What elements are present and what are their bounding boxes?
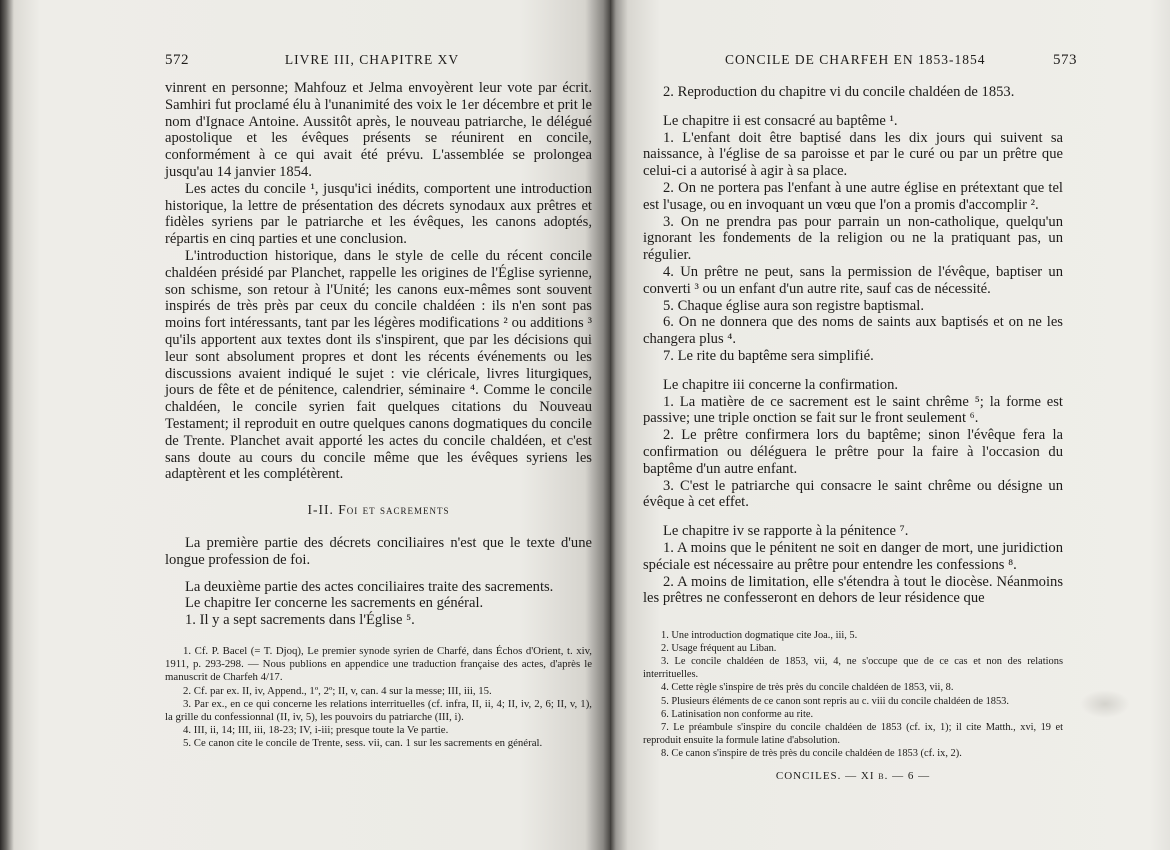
page-smudge [1080,690,1130,718]
footnote: 7. Le préambule s'inspire du concile chaldéen de 1853 (cf. ix, 1); il cite Matth., xvi, 19 et reproduit ensuite la formule latine d'absolution. [643,721,1063,746]
body-paragraph: La première partie des décrets conciliaires n'est que le texte d'une longue profession de foi. [165,534,592,568]
body-paragraph: 6. On ne donnera que des noms de saints aux baptisés et on ne les changera plus ⁴. [643,314,1063,348]
body-paragraph: La deuxième partie des actes conciliaires traite des sacrements. [185,578,554,595]
body-paragraph: 2. On ne portera pas l'enfant à une autre église en prétextant que tel est l'usage, ou en invoquant un vœu que l'on a promis d'accomplir ². [643,179,1063,213]
body-paragraph: Le chapitre iii concerne la confirmation. [663,376,899,393]
body-paragraph: 1. L'enfant doit être baptisé dans les dix jours qui suivent sa naissance, à l'église de sa paroisse et par le curé ou par un prêtre que celui-ci a autorisé à agir à sa place. [643,129,1063,180]
body-paragraph: Les actes du concile ¹, jusqu'ici inédits, comportent une introduction historique, la lettre de présentation des décrets synodaux aux prêtres et fidèles syriens par le patriarche et les évêques, les canons adoptés, répartis en cinq parties et une conclusion. [165,180,592,248]
footnote: 3. Le concile chaldéen de 1853, vii, 4, ne s'occupe que de ce cas et non des relations interrituelles. [643,656,1063,681]
body-paragraph: 1. Il y a sept sacrements dans l'Église ⁵. [185,612,415,629]
body-paragraph: Le chapitre Ier concerne les sacrements en général. [185,595,484,612]
footnote: 2. Cf. par ex. II, iv, Append., 1º, 2º; II, v, can. 4 sur la messe; III, iii, 15. [183,684,492,697]
body-paragraph: 7. Le rite du baptême sera simplifié. [663,347,874,364]
right-page [610,0,1170,850]
footnote: 3. Par ex., en ce qui concerne les relations interrituelles (cf. infra, II, ii, 4; II, iv, 2, 6; II, v, 1), la grille du confessionnal (II, iv, 5), les pouvoirs du patriarche (III, i). [165,697,592,723]
body-paragraph: 3. On ne prendra pas pour parrain un non-catholique, quelqu'un ignorant les fondements de la religion ou ne la pratiquant pas, un régulier. [643,213,1063,264]
body-paragraph: 4. Un prêtre ne peut, sans la permission de l'évêque, baptiser un converti ³ ou un enfant d'un autre rite, sauf cas de nécessité. [643,263,1063,297]
left-head-title: LIVRE III, CHAPITRE XV [284,52,460,67]
body-paragraph: 1. La matière de ce sacrement est le saint chrême ⁵; la forme est passive; une triple onction se fait sur le front seulement ⁶. [643,393,1063,427]
body-paragraph: 1. A moins que le pénitent ne soit en danger de mort, une juridiction spéciale est nécessaire au prêtre pour entendre les confessions ⁸. [643,539,1063,573]
confirmation-block [643,377,1063,511]
left-footnotes [165,645,592,751]
signature-line [643,768,1063,785]
footnote: 1. Cf. P. Bacel (= T. Djoq), Le premier synode syrien de Charfé, dans Échos d'Orient, t. xiv, 1911, p. 293-298. — Nous publions en appendice une traduction française des actes, d'après le manuscrit de Charfeh 4/17. [165,644,592,684]
left-page-number: 572 [165,52,189,68]
section-title: I-II. Foi et sacrements [307,502,450,518]
baptism-block [643,113,1063,365]
footnote: 1. Une introduction dogmatique cite Joa., iii, 5. [661,630,858,642]
footnote: 8. Ce canon s'inspire de très près du concile chaldéen de 1853 (cf. ix, 2). [661,747,962,759]
right-running-head [725,52,1077,69]
left-body [165,80,592,751]
signature-text: CONCILES. — XI b. — 6 — [775,770,931,783]
body-paragraph: 3. C'est le patriarche qui consacre le saint chrême ou désigne un évêque à cet effet. [643,477,1063,511]
body-paragraph: 5. Chaque église aura son registre baptismal. [663,297,924,314]
body-paragraph: 2. A moins de limitation, elle s'étendra à tout le diocèse. Néanmoins les prêtres ne confesseront en dehors de leur résidence que [643,573,1063,607]
body-paragraph: Le chapitre iv se rapporte à la pénitence ⁷. [663,523,909,540]
body-paragraph: L'introduction historique, dans le style de celle du récent concile chaldéen présidé par Planchet, rappelle les origines de l'Église syrienne, son schisme, son retour à l'Unité; les canons eux-mêmes sont souvent inspirés de très près par ceux du concile chaldéen : ils n'en sont pas moins fort intéressants, tant par les légères modifications ² ou additions ³ qu'ils apportent aux textes dont ils s'inspirent, que par les décisions qui leur sont absolument propres et dont les récents événements ou les discussions avaient indiqué le sujet : vie cléricale, livres liturgiques, jours de fête et de pénitence, calendrier, séminaire ⁴. Comme le concile chaldéen, le concile syrien fait quelques citations du Nouveau Testament; il reproduit en outre quelques canons dogmatiques du concile de Trente. Planchet avait apporté les actes du concile chaldéen, et c'est sans doute au cours du concile même que les évêques syriens les adaptèrent et les complétèrent. [165,247,592,483]
body-paragraph: 2. Reproduction du chapitre vi du concile chaldéen de 1853. [663,84,1015,100]
right-body [643,84,1063,785]
right-page-number: 573 [1053,52,1077,68]
footnote: 5. Plusieurs éléments de ce canon sont repris au c. viii du concile chaldéen de 1853. [661,695,1009,707]
footnote: 6. Latinisation non conforme au rite. [661,708,814,720]
right-footnotes [643,629,1063,760]
penance-block [643,523,1063,607]
footnote: 4. Cette règle s'inspire de très près du concile chaldéen de 1853, vii, 8. [661,682,954,694]
body-paragraph: vinrent en personne; Mahfouz et Jelma envoyèrent leur vote par écrit. Samhiri fut proclamé élu à l'unanimité des voix le 1er décembre et prit le nom d'Ignace Antoine. Aussitôt après, le nouveau patriarche, le délégué apostolique et les évêques présents se réunirent en concile, conformément à ce qui avait été prévu. L'assemblée se prolongea jusqu'au 14 janvier 1854. [165,80,592,180]
right-head-title: CONCILE DE CHARFEH EN 1853-1854 [725,52,986,67]
footnote: 5. Ce canon cite le concile de Trente, sess. vii, can. 1 sur les sacrements en général. [183,737,543,750]
footnote: 2. Usage fréquent au Liban. [661,643,777,655]
footnote: 4. III, ii, 14; III, iii, 18-23; IV, i-iii; presque toute la Ve partie. [183,724,449,737]
left-running-head [165,52,585,69]
body-paragraph: 2. Le prêtre confirmera lors du baptême; sinon l'évêque fera la confirmation ou déléguera le prêtre pour la faire à l'occasion du baptême d'un autre enfant. [643,427,1063,477]
body-paragraph: Le chapitre ii est consacré au baptême ¹. [663,112,898,129]
